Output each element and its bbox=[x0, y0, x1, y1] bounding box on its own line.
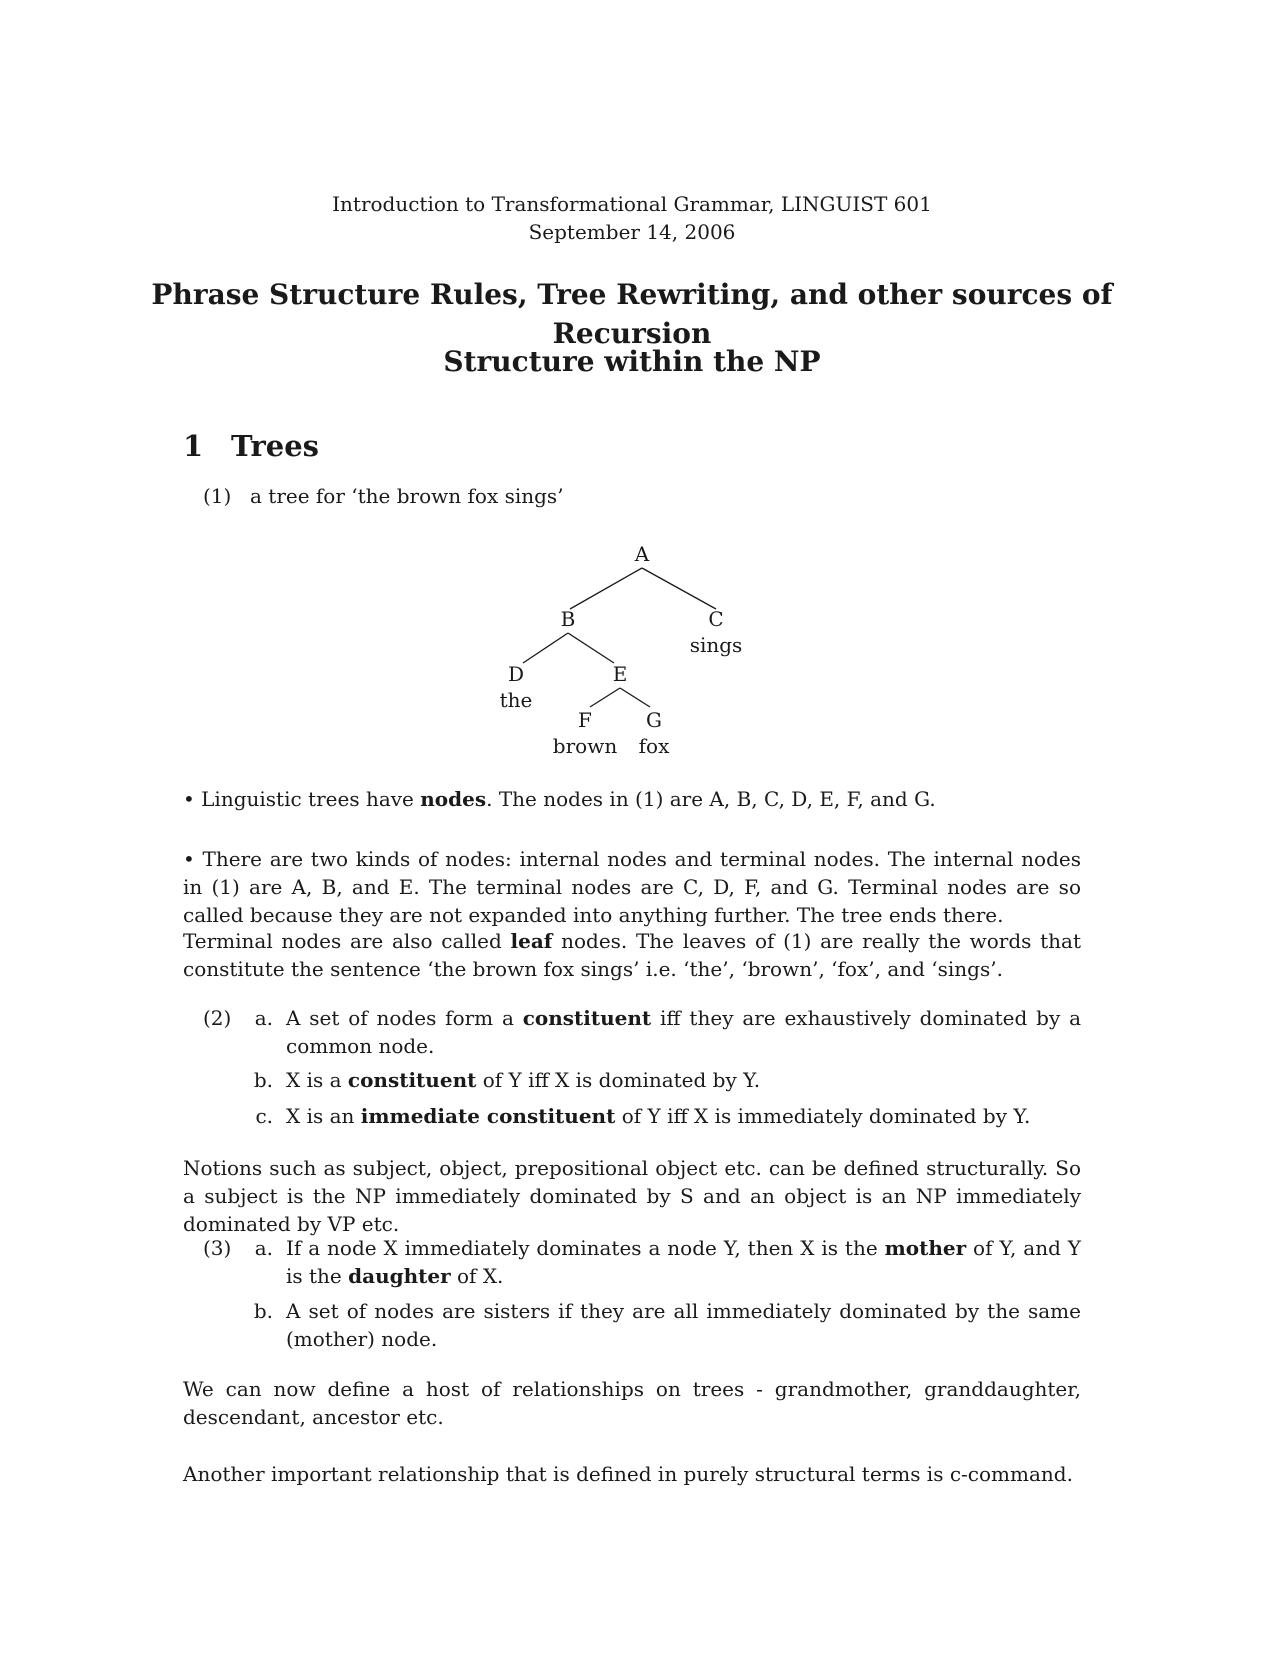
date-line: September 14, 2006 bbox=[528, 220, 736, 244]
node-E: E bbox=[612, 662, 628, 686]
relations-paragraph: We can now define a host of relationships on trees - grandmother, granddaughter, descendant, ancestor etc. bbox=[183, 1377, 1081, 1429]
ex2b-post: of Y iff X is dominated by Y. bbox=[476, 1068, 761, 1092]
node-B: B bbox=[560, 607, 576, 631]
edge-B-D bbox=[523, 633, 568, 663]
title-line-3: Structure within the NP bbox=[443, 345, 821, 378]
leaf-para-post: nodes. The leaves of (1) are really the words that constitute the sentence ‘the brown fox sings’ i.e. ‘the’, ‘brown’, ‘fox’, and ‘sings’. bbox=[183, 929, 1082, 981]
example-2c-label: c. bbox=[255, 1104, 273, 1128]
edge-A-C bbox=[642, 568, 716, 609]
example-1-caption: a tree for ‘the brown fox sings’ bbox=[250, 484, 564, 508]
ex2a-bold: constituent bbox=[522, 1006, 652, 1030]
ex3a-bold-daughter: daughter bbox=[348, 1264, 451, 1288]
example-3b-label: b. bbox=[253, 1299, 273, 1323]
ex2a-pre: A set of nodes form a bbox=[286, 1006, 523, 1030]
course-header: Introduction to Transformational Grammar, LINGUIST 601 bbox=[332, 192, 932, 216]
example-2a-label: a. bbox=[254, 1006, 273, 1030]
example-3b-text: A set of nodes are sisters if they are all immediately dominated by the same (mother) node. bbox=[286, 1299, 1081, 1351]
example-2b-label: b. bbox=[253, 1068, 273, 1092]
ex2b-bold: constituent bbox=[347, 1068, 477, 1092]
example-2a-text bbox=[286, 1004, 1081, 1060]
edge-E-F bbox=[590, 688, 620, 707]
ex2c-bold: immediate constituent bbox=[360, 1104, 616, 1128]
leaf-brown: brown bbox=[552, 734, 618, 758]
example-2b-text bbox=[286, 1066, 1081, 1094]
leaf-sings: sings bbox=[689, 633, 743, 657]
node-F: F bbox=[578, 708, 592, 732]
section-number: 1 bbox=[183, 429, 204, 463]
ex3a-post: of X. bbox=[450, 1264, 504, 1288]
bullet-kinds-of-nodes: • There are two kinds of nodes: internal nodes and terminal nodes. The internal nodes in (1) are A, B, and E. The terminal nodes are C, D, F, and G. Terminal nodes are so called because they are not expanded into anything further. The tree ends there. bbox=[183, 847, 1081, 927]
bullet-nodes-post: . The nodes in (1) are A, B, C, D, E, F, and G. bbox=[486, 787, 936, 811]
section-title: Trees bbox=[231, 429, 319, 463]
leaf-para-bold: leaf bbox=[510, 929, 553, 953]
title-line-2: Recursion bbox=[552, 317, 712, 350]
leaf-the: the bbox=[499, 688, 533, 712]
ex2a-post: iff they are exhaustively dominated by a common node. bbox=[286, 1006, 1081, 1058]
node-G: G bbox=[646, 708, 662, 732]
bullet-nodes bbox=[183, 785, 1081, 813]
node-C: C bbox=[708, 607, 724, 631]
title-line-1: Phrase Structure Rules, Tree Rewriting, and other sources of bbox=[151, 278, 1113, 311]
ex3a-mid: of Y, and Y is the bbox=[286, 1236, 1081, 1288]
leaf-para-pre: Terminal nodes are also called bbox=[183, 929, 511, 953]
bullet-nodes-bold: nodes bbox=[420, 787, 487, 811]
leaf-fox: fox bbox=[638, 734, 670, 758]
example-2-number: (2) bbox=[203, 1006, 232, 1030]
example-1-number: (1) bbox=[203, 484, 232, 508]
example-3a-label: a. bbox=[254, 1236, 273, 1260]
example-2c-text bbox=[286, 1102, 1081, 1130]
leaf-paragraph bbox=[183, 927, 1081, 983]
edge-A-B bbox=[570, 568, 642, 609]
notions-paragraph: Notions such as subject, object, prepositional object etc. can be defined structurally. So a subject is the NP immediately dominated by S and an object is an NP immediately dominated by VP etc. bbox=[183, 1156, 1081, 1236]
node-A: A bbox=[634, 542, 650, 566]
c-command-paragraph: Another important relationship that is defined in purely structural terms is c-command. bbox=[183, 1462, 1073, 1486]
example-3-number: (3) bbox=[203, 1236, 232, 1260]
ex2b-pre: X is a bbox=[286, 1068, 348, 1092]
edge-E-G bbox=[620, 688, 650, 707]
ex3a-bold-mother: mother bbox=[884, 1236, 967, 1260]
ex2c-post: of Y iff X is immediately dominated by Y. bbox=[615, 1104, 1031, 1128]
node-D: D bbox=[507, 662, 525, 686]
ex3a-pre: If a node X immediately dominates a node Y, then X is the bbox=[286, 1236, 885, 1260]
bullet-nodes-pre: • Linguistic trees have bbox=[183, 787, 421, 811]
example-3a-text bbox=[286, 1234, 1081, 1290]
edge-B-E bbox=[568, 633, 614, 663]
ex2c-pre: X is an bbox=[286, 1104, 361, 1128]
